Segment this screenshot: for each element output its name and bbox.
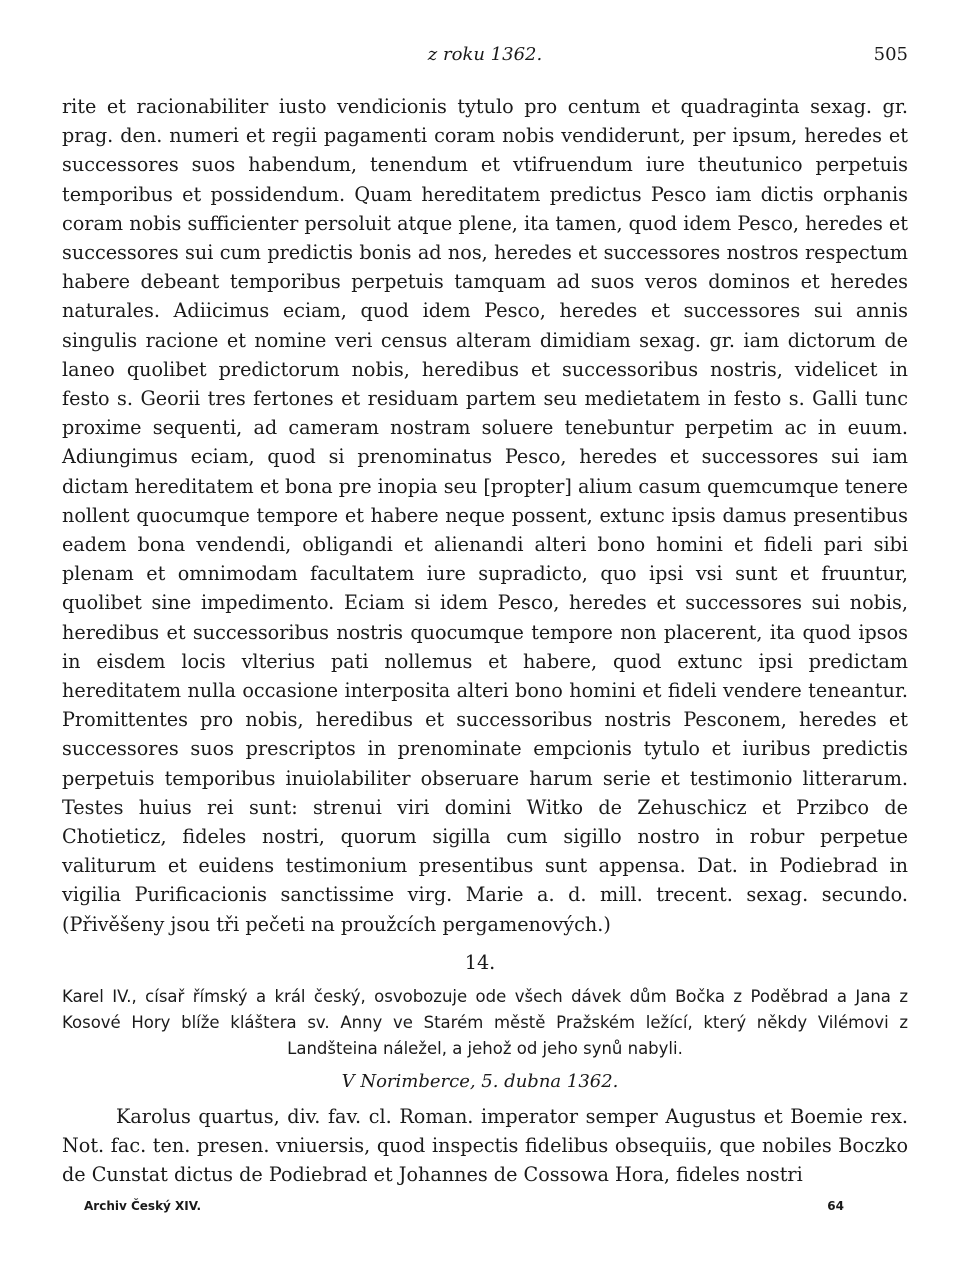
regest-paragraph: Karel IV., císař římský a král český, osvobozuje ode všech dávek dům Bočka z Poděbrad a Jana z Kosové Hory blíže kláštera sv. Anny ve Starém městě Pražském ležící, který někdy Vilémovi z Landšteina náležel, a jehož od jeho synů nabyli. [62,987,908,1058]
page-header [62,44,908,74]
sheet-signature: 64 [827,1199,844,1213]
place-date: V Norimberce, 5. dubna 1362. [341,1071,619,1092]
continued-charter-text [62,92,908,939]
running-title: z roku 1362. [427,44,543,65]
document-number: 14. [464,951,496,974]
document-regest [62,984,908,1062]
printer-signature: Archiv Český XIV. [84,1199,202,1213]
charter-text [62,1102,908,1190]
page-number: 505 [873,44,908,65]
page-footer [84,1199,844,1219]
body-paragraph: rite et racionabiliter iusto vendicionis tytulo pro centum et quadraginta sexag. gr. prag. den. numeri et regii pagamenti coram nobis vendiderunt, per ipsum, heredes et successores suos habendum, tenendum et vtifruendum iure theutunico perpetuis temporibus et possidendum. Quam hereditatem predictus Pesco iam dictis orphanis coram nobis sufficienter persoluit atque plene, ita tamen, quod idem Pesco, heredes et successores sui cum predictis bonis ad nos, heredes et successores nostros respectum habere debeant temporibus perpetuis tamquam ad suos veros dominos et heredes naturales. Adiicimus eciam, quod idem Pesco, heredes et successores sui annis singulis racione et nomine veri census alteram dimidiam sexag. gr. iam dictorum de laneo quolibet predictorum nobis, heredibus et successoribus nostris, videlicet in festo s. Georii tres fertones et residuam partem seu medietatem in festo s. Galli tunc proxime sequenti, ad cameram nostram soluere tenebuntur perpetim ac in euum. Adiungimus eciam, quod si prenominatus Pesco, heredes et successores sui iam dictam hereditatem et bona pre inopia seu [propter] alium casum quemcumque tenere nollent quocumque tempore et habere neque possent, extunc ipsis damus presentibus eadem bona vendendi, obligandi et alienandi alteri bono homini et fideli pari sibi plenam et omnimodam facultatem iure supradicto, quo ipsi vsi sunt et fruuntur, quolibet sine impedimento. Eciam si idem Pesco, heredes et successores sui nobis, heredibus et successoribus nostris quocumque tempore non placerent, ita quod ipsos in eisdem locis vlterius pati nollemus et habere, quod extunc ipsi predictam hereditatem nulla occasione interposita alteri bono homini et fideli vendere teneantur. Promittentes pro nobis, heredibus et successoribus nostris Pesconem, heredes et successores suos prescriptos in prenominate empcionis tytulo et iuribus predictis perpetuis temporibus inuiolabiliter obseruare harum serie et testimonio litterarum. Testes huius rei sunt: strenui viri domini Witko de Zehuschicz et Przibco de Chotieticz, fideles nostri, quorum sigilla cum sigillo nostro in robur perpetue valiturum et euidens testimonium presentibus sunt appensa. Dat. in Podiebrad in vigilia Purificacionis sanctissime virg. Marie a. d. mill. trecent. sexag. secundo. (Přivěšeny jsou tři pečeti na proužcích pergamenových.) [62,95,908,936]
charter-paragraph: Karolus quartus, div. fav. cl. Roman. imperator semper Augustus et Boemie rex. Not. fac. ten. presen. vniuersis, quod inspectis fidelibus obsequiis, que nobiles Boczko de Cunstat dictus de Podiebrad et Johannes de Cossowa Hora, fideles nostri [62,1105,908,1187]
